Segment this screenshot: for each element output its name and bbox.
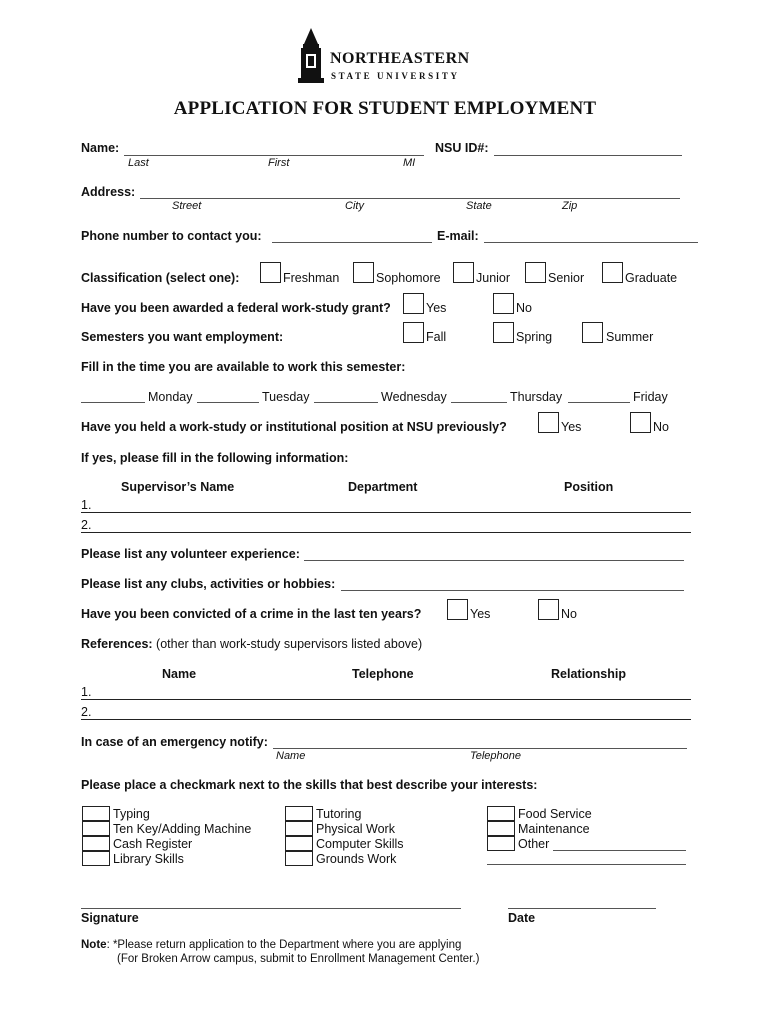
sophomore-checkbox[interactable] <box>353 262 374 283</box>
previous-no-checkbox[interactable] <box>630 412 651 433</box>
skill-cash-register-label: Cash Register <box>113 837 193 851</box>
note-text-1: : *Please return application to the Department where you are applying <box>106 939 462 951</box>
references-label-bold: References: <box>81 637 153 651</box>
references-col-telephone: Telephone <box>352 667 414 681</box>
skill-physical-work-checkbox[interactable] <box>285 821 313 836</box>
thursday-label: Thursday <box>510 390 563 404</box>
name-label: Name: <box>81 141 120 155</box>
note-label: Note <box>81 939 107 951</box>
emergency-sub-telephone: Telephone <box>470 750 521 762</box>
skill-typing-label: Typing <box>113 807 150 821</box>
skill-physical-work-label: Physical Work <box>316 822 395 836</box>
skill-computer-checkbox[interactable] <box>285 836 313 851</box>
previous-yes-checkbox[interactable] <box>538 412 559 433</box>
nsu-id-label: NSU ID#: <box>435 141 489 155</box>
tuesday-field[interactable] <box>197 402 259 403</box>
ifyes-label: If yes, please fill in the following information: <box>81 451 349 465</box>
skill-tenkey-label: Ten Key/Adding Machine <box>113 822 252 836</box>
availability-label: Fill in the time you are available to work this semester: <box>81 360 406 374</box>
date-field[interactable] <box>508 908 656 909</box>
signature-field[interactable] <box>81 908 461 909</box>
wednesday-field[interactable] <box>314 402 378 403</box>
note-line2: (For Broken Arrow campus, submit to Enrollment Management Center.) <box>117 953 480 965</box>
emergency-field[interactable] <box>273 748 687 749</box>
crime-no-checkbox[interactable] <box>538 599 559 620</box>
crime-yes-checkbox[interactable] <box>447 599 468 620</box>
skill-other-field[interactable] <box>553 850 686 851</box>
ifyes-row2-line[interactable] <box>81 532 691 533</box>
skill-library-checkbox[interactable] <box>82 851 110 866</box>
skill-cash-register-checkbox[interactable] <box>82 836 110 851</box>
spring-checkbox[interactable] <box>493 322 514 343</box>
phone-label: Phone number to contact you: <box>81 229 262 243</box>
skill-tenkey-checkbox[interactable] <box>82 821 110 836</box>
monday-label: Monday <box>148 390 193 404</box>
skills-label: Please place a checkmark next to the skills that best describe your interests: <box>81 778 538 792</box>
name-sub-first: First <box>268 157 290 169</box>
address-label: Address: <box>81 185 136 199</box>
spring-label: Spring <box>516 330 553 344</box>
skill-maintenance-checkbox[interactable] <box>487 821 515 836</box>
email-label: E-mail: <box>437 229 479 243</box>
senior-label: Senior <box>548 271 585 285</box>
nsu-id-field[interactable] <box>494 155 682 156</box>
volunteer-field[interactable] <box>304 560 684 561</box>
references-row2-line[interactable] <box>81 719 691 720</box>
fall-label: Fall <box>426 330 447 344</box>
friday-field[interactable] <box>568 402 630 403</box>
sophomore-label: Sophomore <box>376 271 441 285</box>
ifyes-col-department: Department <box>348 480 418 494</box>
address-sub-state: State <box>466 200 492 212</box>
references-col-relationship: Relationship <box>551 667 627 681</box>
skill-typing-checkbox[interactable] <box>82 806 110 821</box>
classification-label: Classification (select one): <box>81 271 240 285</box>
address-field[interactable] <box>140 198 680 199</box>
clubs-label: Please list any clubs, activities or hobbies: <box>81 577 336 591</box>
note-line1 <box>81 939 461 951</box>
graduate-checkbox[interactable] <box>602 262 623 283</box>
junior-checkbox[interactable] <box>453 262 474 283</box>
previous-label: Have you held a work-study or institutional position at NSU previously? <box>81 420 507 434</box>
university-logo <box>296 28 496 84</box>
address-sub-city: City <box>345 200 364 212</box>
workstudy-no-checkbox[interactable] <box>493 293 514 314</box>
workstudy-no-label: No <box>516 301 532 315</box>
emergency-label: In case of an emergency notify: <box>81 735 268 749</box>
skill-maintenance-label: Maintenance <box>518 822 590 836</box>
previous-yes-label: Yes <box>561 420 582 434</box>
crime-yes-label: Yes <box>470 607 491 621</box>
skill-library-label: Library Skills <box>113 852 184 866</box>
summer-label: Summer <box>606 330 654 344</box>
ifyes-row1-line[interactable] <box>81 512 691 513</box>
monday-field[interactable] <box>81 402 145 403</box>
freshman-label: Freshman <box>283 271 340 285</box>
workstudy-yes-label: Yes <box>426 301 447 315</box>
junior-label: Junior <box>476 271 511 285</box>
page-title: APPLICATION FOR STUDENT EMPLOYMENT <box>173 98 597 119</box>
references-row1-number: 1. <box>81 685 92 699</box>
address-sub-street: Street <box>172 200 202 212</box>
skill-other-label: Other <box>518 837 550 851</box>
skill-grounds-label: Grounds Work <box>316 852 397 866</box>
ifyes-col-position: Position <box>564 480 614 494</box>
skill-other-checkbox[interactable] <box>487 836 515 851</box>
crime-label: Have you been convicted of a crime in the last ten years? <box>81 607 422 621</box>
references-row2-number: 2. <box>81 705 92 719</box>
bell-tower-icon <box>296 28 326 84</box>
ifyes-row1-number: 1. <box>81 498 92 512</box>
wednesday-label: Wednesday <box>381 390 447 404</box>
emergency-sub-name: Name <box>276 750 306 762</box>
references-row1-line[interactable] <box>81 699 691 700</box>
graduate-label: Graduate <box>625 271 678 285</box>
workstudy-yes-checkbox[interactable] <box>403 293 424 314</box>
summer-checkbox[interactable] <box>582 322 603 343</box>
skill-computer-label: Computer Skills <box>316 837 404 851</box>
ifyes-col-supervisor: Supervisor’s Name <box>121 480 235 494</box>
email-field[interactable] <box>484 242 698 243</box>
ifyes-row2-number: 2. <box>81 518 92 532</box>
logo-line1: NORTHEASTERN <box>330 50 470 67</box>
references-label-rest: (other than work-study supervisors listed above) <box>152 637 423 651</box>
fall-checkbox[interactable] <box>403 322 424 343</box>
signature-label: Signature <box>81 911 139 925</box>
phone-field[interactable] <box>272 242 432 243</box>
workstudy-label: Have you been awarded a federal work-study grant? <box>81 301 391 315</box>
references-label <box>81 637 422 651</box>
previous-no-label: No <box>653 420 669 434</box>
tuesday-label: Tuesday <box>262 390 310 404</box>
volunteer-label: Please list any volunteer experience: <box>81 547 300 561</box>
skill-tutoring-label: Tutoring <box>316 807 362 821</box>
senior-checkbox[interactable] <box>525 262 546 283</box>
name-field[interactable] <box>124 155 424 156</box>
skill-tutoring-checkbox[interactable] <box>285 806 313 821</box>
name-sub-last: Last <box>128 157 149 169</box>
crime-no-label: No <box>561 607 577 621</box>
skill-grounds-checkbox[interactable] <box>285 851 313 866</box>
freshman-checkbox[interactable] <box>260 262 281 283</box>
name-sub-mi: MI <box>403 157 416 169</box>
references-col-name: Name <box>162 667 197 681</box>
friday-label: Friday <box>633 390 668 404</box>
skill-food-service-label: Food Service <box>518 807 592 821</box>
semesters-label: Semesters you want employment: <box>81 330 284 344</box>
address-sub-zip: Zip <box>562 200 578 212</box>
thursday-field[interactable] <box>451 402 507 403</box>
logo-line2: STATE UNIVERSITY <box>331 71 460 81</box>
clubs-field[interactable] <box>341 590 684 591</box>
skill-other-field-2[interactable] <box>487 864 686 865</box>
date-label: Date <box>508 911 536 925</box>
skill-food-service-checkbox[interactable] <box>487 806 515 821</box>
